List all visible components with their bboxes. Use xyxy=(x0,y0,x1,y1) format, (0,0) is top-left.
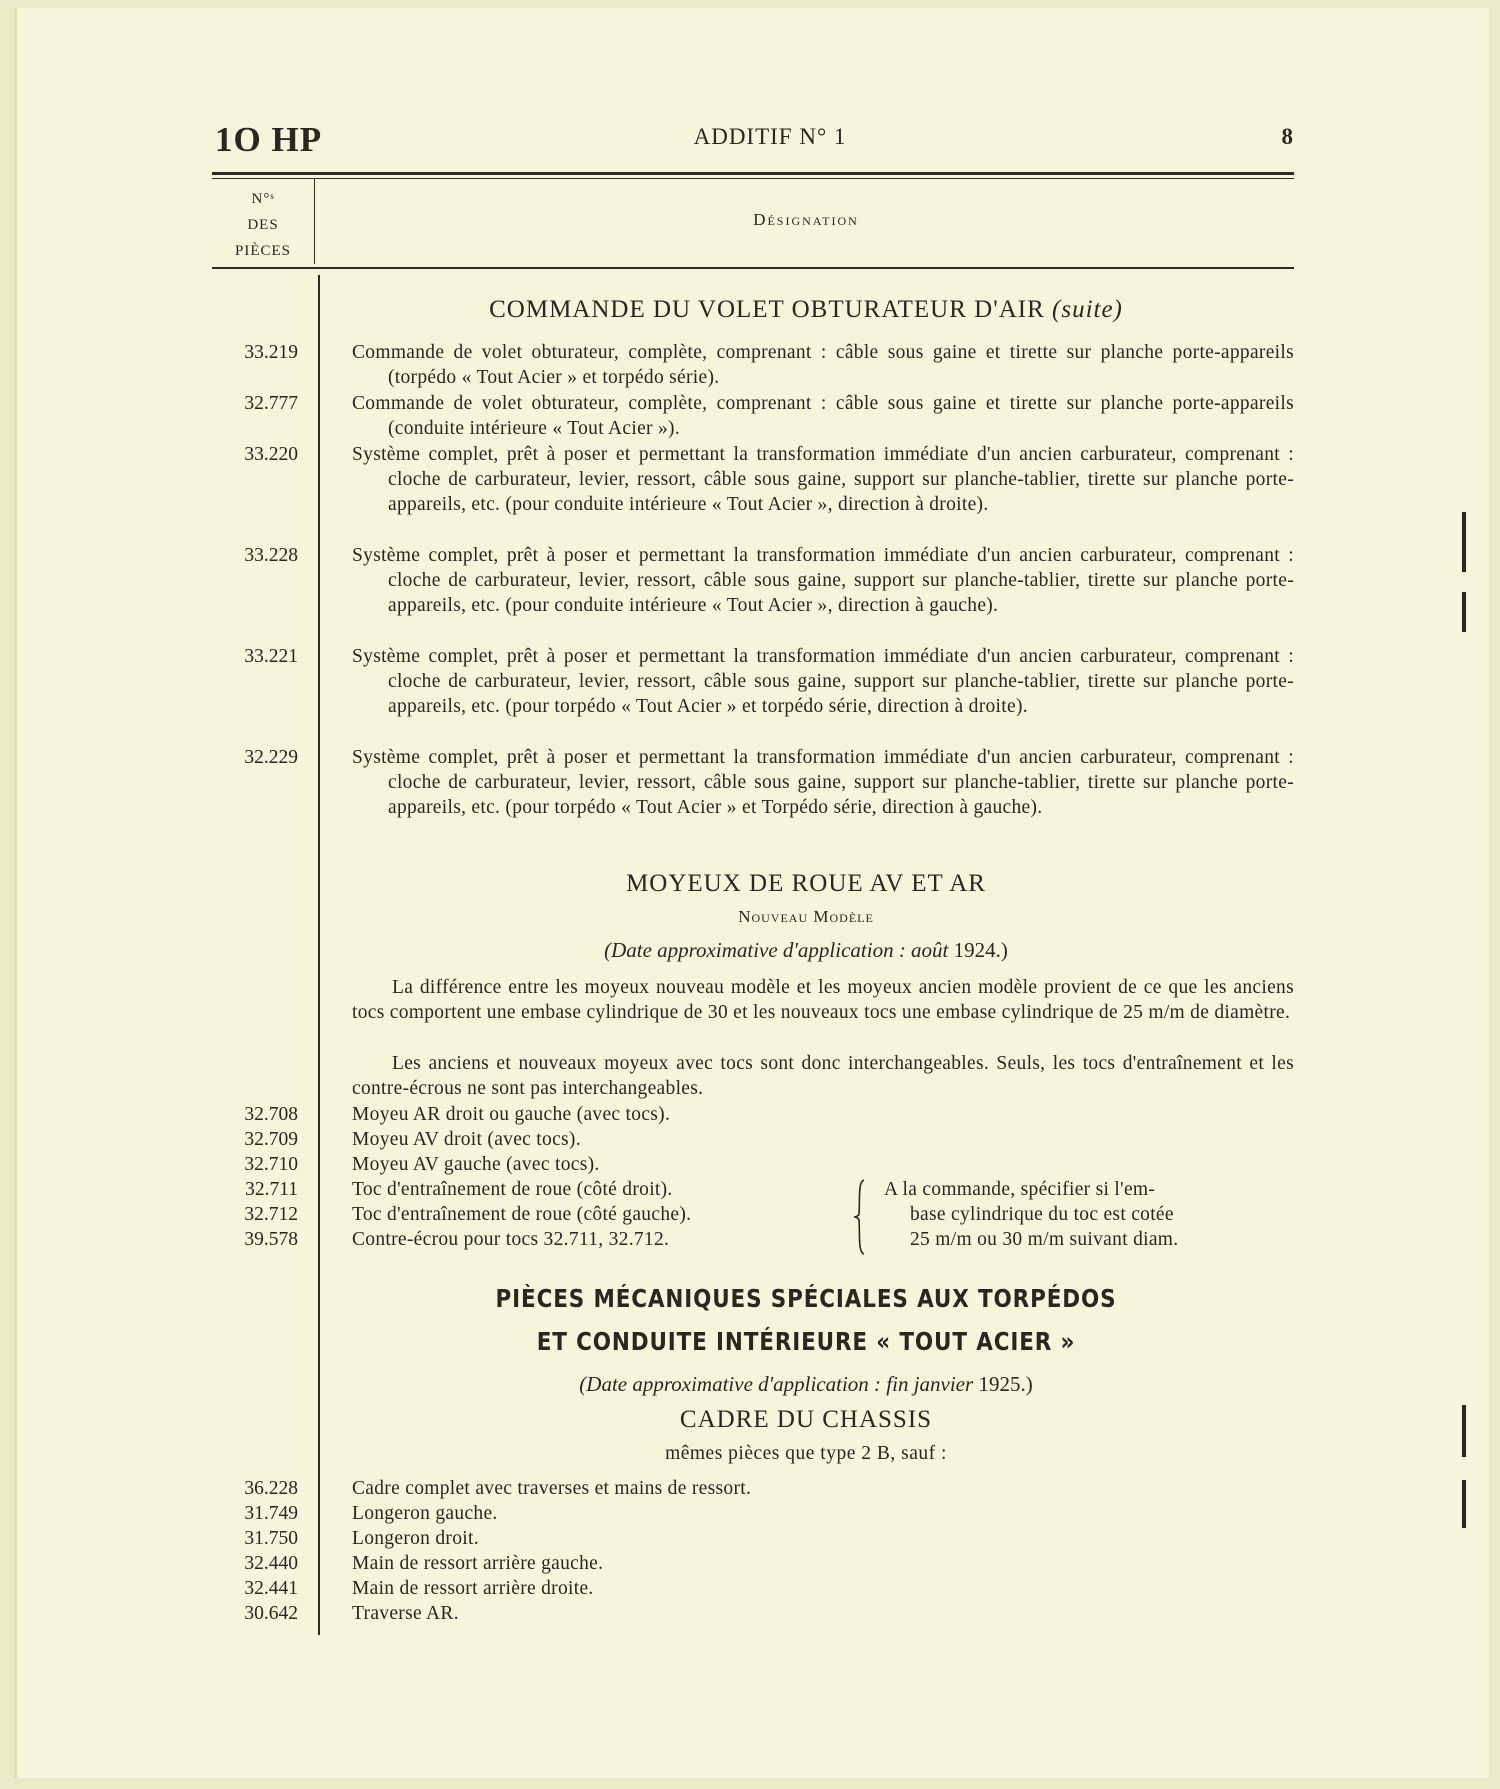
part-number: 32.440 xyxy=(244,1553,298,1574)
part-number: 32.709 xyxy=(244,1129,298,1150)
part-description: Longeron gauche. xyxy=(352,1503,498,1524)
date-value: 1925.) xyxy=(978,1372,1033,1396)
part-number: 33.219 xyxy=(244,342,298,363)
section-subtitle: CADRE DU CHASSIS xyxy=(679,1406,933,1433)
header-rule-thin xyxy=(212,178,1294,179)
header-rule-thick xyxy=(212,172,1294,175)
part-number: 31.749 xyxy=(244,1503,298,1524)
part-description: Contre-écrou pour tocs 32.711, 32.712. xyxy=(352,1229,670,1250)
part-number: 30.642 xyxy=(244,1603,298,1624)
section-subtitle: Nouveau Modèle xyxy=(738,907,874,926)
section-title: MOYEUX DE ROUE AV ET AR xyxy=(626,870,986,897)
column-header-designation: Désignation xyxy=(753,210,859,229)
part-description: Système complet, prêt à poser et permettant la transformation immédiate d'un ancien carburateur, comprenant : cloche de carburateur, levier, ressort, câble sous gaine, support sur planche-tablier, tirette sur planche porte-appareils, etc. (pour torpédo « Tout Acier » et torpédo série, direction à droite). xyxy=(352,646,1294,717)
part-description: Main de ressort arrière gauche. xyxy=(352,1553,604,1574)
section-title-line: PIÈCES MÉCANIQUES SPÉCIALES AUX TORPÉDOS xyxy=(495,1284,1117,1313)
part-description: Système complet, prêt à poser et permettant la transformation immédiate d'un ancien carburateur, comprenant : cloche de carburateur, levier, ressort, câble sous gaine, support sur planche-tablier, tirette sur planche porte-appareils, etc. (pour torpédo « Tout Acier » et Torpédo série, direction à gauche). xyxy=(352,747,1294,818)
part-description: Système complet, prêt à poser et permettant la transformation immédiate d'un ancien carburateur, comprenant : cloche de carburateur, levier, ressort, câble sous gaine, support sur planche-tablier, tirette sur planche porte-appareils, etc. (pour conduite intérieure « Tout Acier », direction à gauche). xyxy=(352,545,1294,616)
header-model: 1O HP xyxy=(215,120,323,159)
paragraph: La différence entre les moyeux nouveau modèle et les moyeux ancien modèle provient de ce que les anciens tocs comportent une embase cylindrique de 30 et les nouveaux tocs une embase cylindrique de 25 m/m de diamètre. xyxy=(352,977,1294,1023)
part-description: Cadre complet avec traverses et mains de ressort. xyxy=(352,1478,752,1499)
section-title xyxy=(318,1327,1294,1356)
part-description: Longeron droit. xyxy=(352,1528,479,1549)
section-date xyxy=(318,938,1294,963)
part-number: 32.229 xyxy=(244,747,298,768)
header-title: ADDITIF N° 1 xyxy=(693,124,847,149)
column-header-line: DES xyxy=(247,217,279,233)
part-number: 36.228 xyxy=(244,1478,298,1499)
note-line: 25 m/m ou 30 m/m suivant diam. xyxy=(910,1229,1179,1250)
binding-mark xyxy=(1462,1480,1466,1528)
page-number: 8 xyxy=(1281,124,1293,149)
part-number: 32.441 xyxy=(244,1578,298,1599)
column-divider-header xyxy=(314,178,315,264)
section-title-line: ET CONDUITE INTÉRIEURE « TOUT ACIER » xyxy=(536,1327,1076,1356)
binding-mark xyxy=(1462,512,1466,572)
part-number: 32.711 xyxy=(245,1179,298,1200)
part-number: 39.578 xyxy=(244,1229,298,1250)
section-date xyxy=(318,1372,1294,1397)
date-value: 1924.) xyxy=(953,938,1008,962)
part-number: 31.750 xyxy=(244,1528,298,1549)
note-line: A la commande, spécifier si l'em- xyxy=(884,1179,1156,1200)
part-description: Toc d'entraînement de roue (côté droit). xyxy=(352,1179,673,1200)
part-description: Moyeu AV droit (avec tocs). xyxy=(352,1129,581,1150)
part-description: Moyeu AV gauche (avec tocs). xyxy=(352,1154,600,1175)
column-header-part-numbers xyxy=(212,186,314,264)
date-label: (Date approximative d'application : août xyxy=(604,938,949,962)
section-intro: mêmes pièces que type 2 B, sauf : xyxy=(665,1443,947,1464)
part-description: Traverse AR. xyxy=(352,1603,459,1624)
binding-mark xyxy=(1462,1405,1466,1457)
section-title-text: COMMANDE DU VOLET OBTURATEUR D'AIR xyxy=(489,296,1045,323)
part-description: Commande de volet obturateur, complète, comprenant : câble sous gaine et tirette sur planche porte-appareils (torpédo « Tout Acier » et torpédo série). xyxy=(352,342,1294,388)
column-header-rule xyxy=(212,267,1294,269)
section-title xyxy=(318,296,1294,324)
part-description: Moyeu AR droit ou gauche (avec tocs). xyxy=(352,1104,671,1125)
part-number: 32.708 xyxy=(244,1104,298,1125)
paragraph: Les anciens et nouveaux moyeux avec tocs sont donc interchangeables. Seuls, les tocs d'entraînement et les contre-écrous ne sont pas interchangeables. xyxy=(352,1053,1294,1099)
part-description: Système complet, prêt à poser et permettant la transformation immédiate d'un ancien carburateur, comprenant : cloche de carburateur, levier, ressort, câble sous gaine, support sur planche-tablier, tirette sur planche porte-appareils, etc. (pour conduite intérieure « Tout Acier », direction à droite). xyxy=(352,444,1294,515)
part-description: Toc d'entraînement de roue (côté gauche). xyxy=(352,1204,692,1225)
note-line: base cylindrique du toc est cotée xyxy=(910,1204,1174,1225)
part-number: 32.712 xyxy=(244,1204,298,1225)
binding-mark xyxy=(1462,592,1466,632)
section-title xyxy=(318,1284,1294,1313)
section-title-suffix: (suite) xyxy=(1052,296,1123,323)
part-number: 33.228 xyxy=(244,545,298,566)
brace-mark xyxy=(852,1178,868,1256)
part-number: 33.221 xyxy=(244,646,298,667)
part-number: 33.220 xyxy=(244,444,298,465)
order-note xyxy=(884,1177,1294,1252)
part-number: 32.777 xyxy=(244,393,298,414)
column-header-line: N°ˢ xyxy=(251,191,275,207)
column-header-line: PIÈCES xyxy=(234,243,291,259)
date-label: (Date approximative d'application : fin janvier xyxy=(579,1372,974,1396)
part-number: 32.710 xyxy=(244,1154,298,1175)
part-description: Commande de volet obturateur, complète, comprenant : câble sous gaine et tirette sur planche porte-appareils (conduite intérieure « Tout Acier »). xyxy=(352,393,1294,439)
part-description: Main de ressort arrière droite. xyxy=(352,1578,594,1599)
